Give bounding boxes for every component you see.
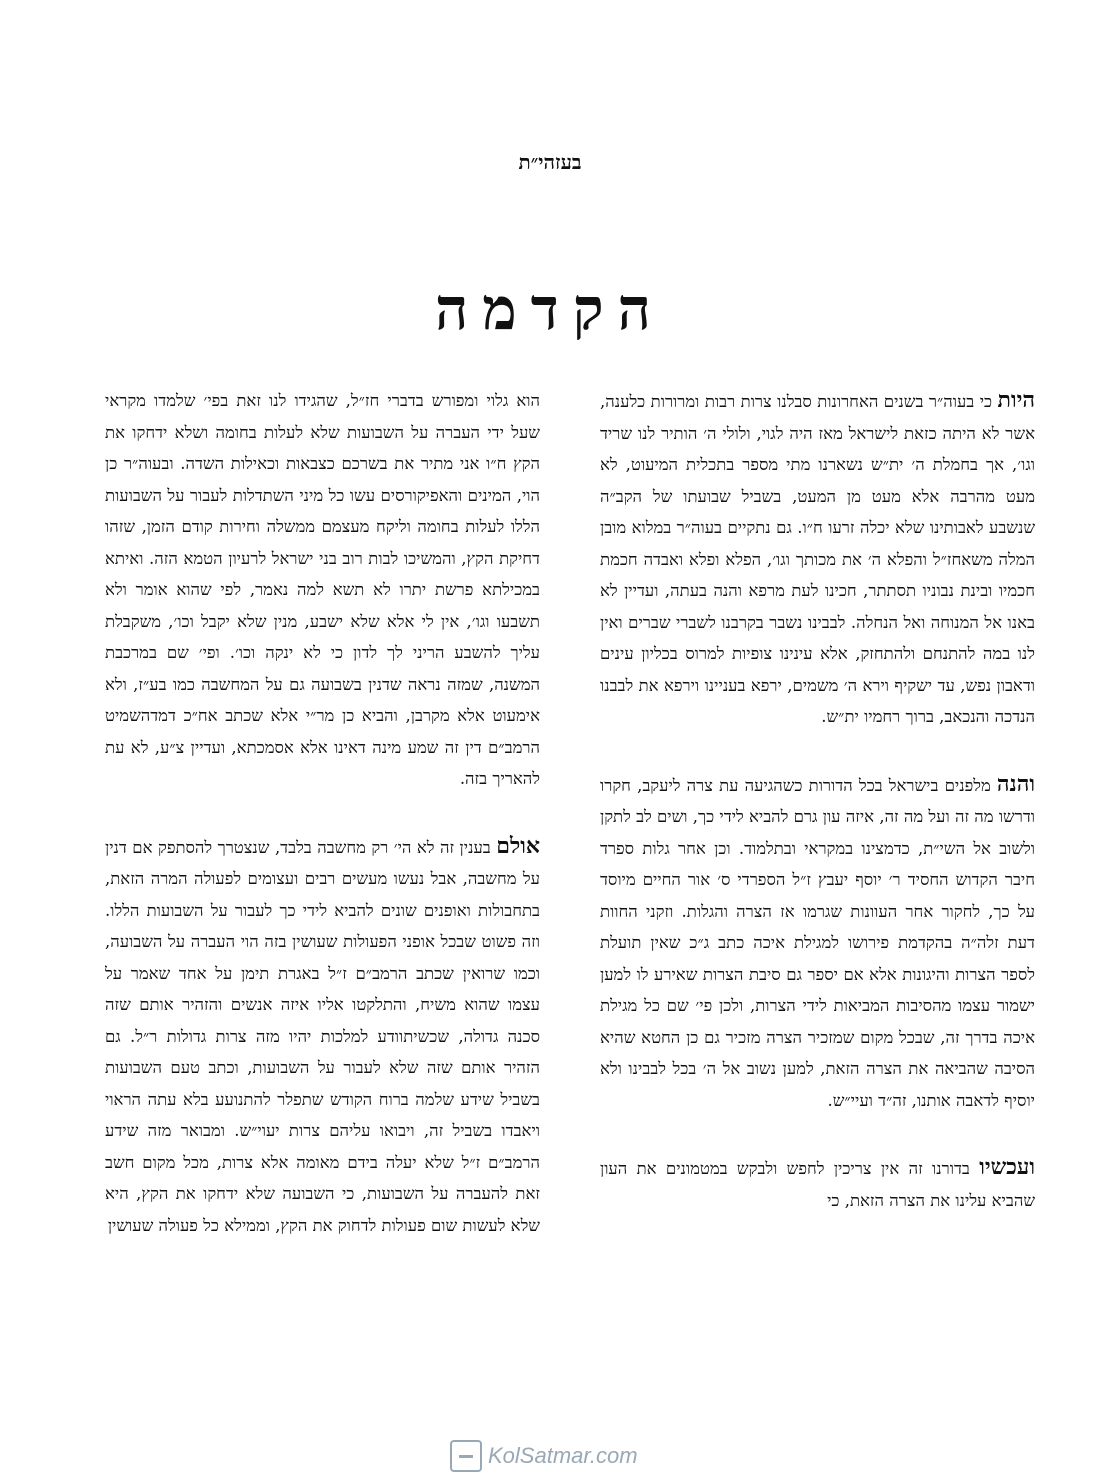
paragraph-3	[600, 1152, 1035, 1216]
paragraph-4	[105, 385, 540, 795]
watermark-text: KolSatmar.com	[488, 1443, 638, 1468]
page-header: בעזהי״ת	[518, 150, 582, 174]
watermark	[450, 1440, 638, 1472]
paragraph-text: כי בעוה״ר בשנים האחרונות סבלנו צרות רבות ומרורות כלענה, אשר לא היתה כזאת לישראל מאז היה לגוי, ולולי ה׳ הותיר לנו שריד וגו׳, אך בחמלת ה׳ ית״ש נשארנו מתי מספר בתכלית המיעוט, לא מעט מהרבה אלא מעט מן המעט, בשביל שבועתו של הקב״ה שנשבע לאבותינו שלא יכלה זרעו ח״ו. גם נתקיים בעוה״ר במלוא מובן המלה משאחז״ל והפלא ה׳ את מכותך וגו׳, הפלא ופלא ואבדה חכמת חכמיו ובינת נבוניו תסתתר, חכינו לעת מרפא והנה בעתה, ועדיין לא באנו אל המנוחה ואל הנחלה. לבבינו נשבר בקרבנו לשברי שברים ואין לנו במה להתנחם ולהתחזק, אלא עינינו צופיות למרוס בכליון עינים ודאבון נפש, עד ישקיף וירא ה׳ משמים, ירפא בעניינו וירפא את לבבנו הנדכה והנכאב, ברוך רחמיו ית״ש.	[600, 392, 1035, 726]
lead-word: היות	[997, 387, 1035, 413]
book-icon	[450, 1440, 482, 1472]
left-column	[105, 385, 540, 1277]
lead-word: ועכשיו	[979, 1154, 1035, 1180]
paragraph-2	[600, 769, 1035, 1117]
paragraph-text: בדורנו זה אין צריכין לחפש ולבקש במטמונים את העון שהביא עלינו את הצרה הזאת, כי	[600, 1159, 1035, 1210]
paragraph-5	[105, 831, 540, 1242]
page-title: הקדמה	[434, 275, 666, 343]
paragraph-1	[600, 385, 1035, 733]
paragraph-text: בענין זה לא הי׳ רק מחשבה בלבד, שנצטרך להסתפק אם דנין על מחשבה, אבל נעשו מעשים רבים ועצומים לפעולה המרה הזאת, בתחבולות ואופנים שונים להביא לידי כך לעבור על השבועות הללו. וזה פשוט שבכל אופני הפעולות שעושין בזה הוי העברה על השבועה, וכמו שרואין שכתב הרמב״ם ז״ל באגרת תימן על אחד שאמר על עצמו שהוא משיח, והתלקטו אליו איזה אנשים והזהיר אותם שזה סכנה גדולה, שכשיתוודע למלכות יהיו מזה צרות גדולות ר״ל. גם הזהיר אותם שזה שלא לעבור על השבועות, וכתב טעם השבועות בשביל שידע שלמה ברוח הקודש שתפלר להתנועע בלא עתה הראוי ויאבדו בשביל זה, ויבואו עליהם צרות יעוי״ש. ומבואר מזה שידע הרמב״ם ז״ל שלא יעלה בידם מאומה אלא צרות, מכל מקום חשב זאת להעברה על השבועות, כי השבועה שלא ידחקו את הקץ, היא שלא לעשות שום פעולות לדחוק את הקץ, וממילא כל פעולה שעושין	[105, 837, 540, 1235]
lead-word: והנה	[996, 770, 1035, 797]
lead-word: אולם	[496, 832, 540, 859]
paragraph-text: הוא גלוי ומפורש בדברי חז״ל, שהגידו לנו זאת בפי׳ שלמדו מקראי שעל ידי העברה על השבועות שלא לעלות בחומה ושלא ידחקו את הקץ ח״ו אני מתיר את בשרכם כצבאות וכאילות השדה. ובעוה״ר כן הוי, המינים והאפיקורסים עשו כל מיני השתדלות לעבור על השבועות הללו לעלות בחומה וליקח מעצמם ממשלה וחירות קודם הזמן, שזהו דחיקת הקץ, והמשיכו לבות רוב בני ישראל לרעיון הטמא הזה. ואיתא במכילתא פרשת יתרו לא תשא למה נאמר, לפי שהוא אומר ולא תשבעו וגו׳, אין לי אלא שלא ישבע, מנין שלא יקבל וכו׳, משקבלת עליך להשבע הריני לך לדון כי לא ינקה וכו׳. ופי׳ שם במרכבת המשנה, שמזה נראה שדנין בשבועה גם על המחשבה כמו בע״ז, ולא אימעוט אלא מקרבן, והביא כן מר״י אלא שכתב אח״כ דמדהשמיט הרמב״ם דין זה שמע מינה דאינו אלא אסמכתא, ועדיין צ״ע, לא עת להאריך בזה.	[105, 391, 540, 788]
paragraph-text: מלפנים בישראל בכל הדורות כשהגיעה עת צרה ליעקב, חקרו ודרשו מה זה ועל מה זה, איזה עון גרם להביא לידי כך, ושים לב לתקן ולשוב אל השי״ת, כדמצינו במקראי ובתלמוד. וכן אחר גלות ספרד חיבר הקדוש החסיד ר׳ יוסף יעבץ ז״ל הספרדי ס׳ אור החיים מיוסד על כך, לחקור אחר העוונות שגרמו אז הצרה והגלות. וזקני החוות דעת זלה״ה בהקדמת פירושו למגילת איכה כתב ג״כ שאין תועלת לספר הצרות והיגונות אלא אם יספר גם סיבת הצרות שאירע לו למען ישמור עצמו מהסיבות המביאות לידי הצרות, ולכן פי׳ שם כל מגילת איכה בדרך זה, שבכל מקום שמזכיר הצרה מזכיר גם כן החטא שהיא הסיבה שהביאה את הצרה הזאת, למען נשוב אל ה׳ בכל לבבינו ולא יוסיף לדאבה אותנו, זה״ד ועיי״ש.	[600, 775, 1035, 1110]
right-column	[600, 385, 1035, 1252]
